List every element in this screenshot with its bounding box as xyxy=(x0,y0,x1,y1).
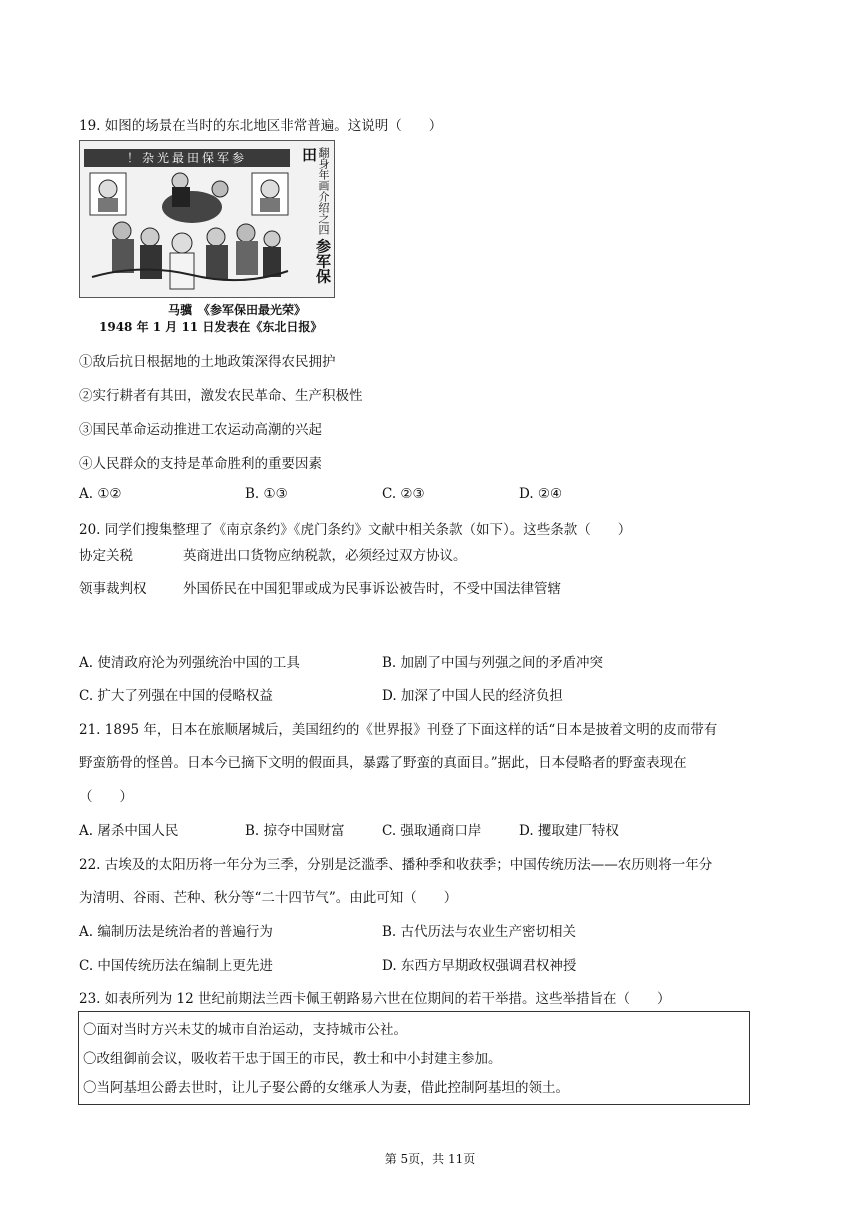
q23-item-3: 〇当阿基坦公爵去世时，让儿子娶公爵的女继承人为妻，借此控制阿基坦的领土。 xyxy=(83,1080,569,1096)
q19-statement-3: ③国民革命运动推进工农运动高潮的兴起 xyxy=(79,422,322,438)
q23-item-2: 〇改组御前会议，吸收若干忠于国王的市民，教士和中小封建主参加。 xyxy=(83,1051,502,1067)
q19-option-a[interactable]: A. ①② xyxy=(79,486,122,502)
poster-side-small: 翻身年画介绍之四 xyxy=(317,147,330,235)
poster-side-text xyxy=(294,147,330,287)
q21-option-b[interactable]: B. 掠夺中国财富 xyxy=(245,823,345,839)
q22-option-c[interactable]: C. 中国传统历法在编制上更先进 xyxy=(79,958,273,974)
q20-option-b[interactable]: B. 加剧了中国与列强之间的矛盾冲突 xyxy=(382,655,604,671)
table-term: 领事裁判权 xyxy=(79,581,147,597)
q21-option-a[interactable]: A. 屠杀中国人民 xyxy=(79,823,179,839)
q19-statement-1: ①敌后抗日根据地的土地政策深得农民拥护 xyxy=(79,354,336,370)
q22-option-a[interactable]: A. 编制历法是统治者的普遍行为 xyxy=(79,924,273,940)
q20-option-c[interactable]: C. 扩大了列强在中国的侵略权益 xyxy=(79,688,273,704)
q19-caption-1: 马骥 《参军保田最光荣》 xyxy=(168,303,307,317)
q23-measures-box xyxy=(78,1011,750,1105)
poster-illustration xyxy=(82,167,292,297)
q20-title: 20. 同学们搜集整理了《南京条约》《虎门条约》文献中相关条款（如下）。这些条款（ ） xyxy=(79,522,632,538)
q21-option-d[interactable]: D. 攫取建厂特权 xyxy=(519,823,619,839)
q21-options xyxy=(79,819,779,839)
q20-option-a[interactable]: A. 使清政府沦为列强统治中国的工具 xyxy=(79,655,300,671)
table-content: 英商进出口货物应纳税款，必须经过双方协议。 xyxy=(183,548,467,564)
q20-options-row1 xyxy=(79,651,779,671)
q22-option-d[interactable]: D. 东西方早期政权强调君权神授 xyxy=(382,958,577,974)
q19-title: 19. 如图的场景在当时的东北地区非常普遍。这说明（ ） xyxy=(79,118,443,134)
q19-option-b[interactable]: B. ①③ xyxy=(245,486,288,502)
q23-title: 23. 如表所列为 12 世纪前期法兰西卡佩王朝路易六世在位期间的若干举措。这些举措旨在（ ） xyxy=(79,991,671,1007)
q21-line-1: 21. 1895 年，日本在旅顺屠城后，美国纽约的《世界报》刊登了下面这样的话“日本是披着文明的皮而带有 xyxy=(79,722,718,738)
table-content: 外国侨民在中国犯罪或成为民事诉讼被告时，不受中国法律管辖 xyxy=(183,581,561,597)
q22-option-b[interactable]: B. 古代历法与农业生产密切相关 xyxy=(382,924,577,940)
q19-option-d[interactable]: D. ②④ xyxy=(519,486,563,502)
q20-option-d[interactable]: D. 加深了中国人民的经济负担 xyxy=(382,688,563,704)
q19-options xyxy=(79,486,779,506)
q19-caption-2: 1948 年 1 月 11 日发表在《东北日报》 xyxy=(99,320,323,334)
q19-statement-2: ②实行耕者有其田，激发农民革命、生产积极性 xyxy=(79,388,363,404)
q19-poster-image xyxy=(79,140,335,298)
q22-line-1: 22. 古埃及的太阳历将一年分为三季，分别是泛滥季、播种季和收获季；中国传统历法——农历则将一年分 xyxy=(79,857,713,873)
table-term: 协定关税 xyxy=(79,548,133,564)
q22-line-2: 为清明、谷雨、芒种、秋分等“二十四节气”。由此可知（ ） xyxy=(79,890,458,906)
q23-item-1: 〇面对当时方兴未艾的城市自治运动，支持城市公社。 xyxy=(83,1022,407,1038)
q19-statement-4: ④人民群众的支持是革命胜利的重要因素 xyxy=(79,456,322,472)
q20-options-row2 xyxy=(79,684,779,704)
q21-line-2: 野蛮筋骨的怪兽。日本今已摘下文明的假面具，暴露了野蛮的真面目。”据此，日本侵略者的野蛮表现在 xyxy=(79,755,687,771)
q21-line-3: （ ） xyxy=(79,789,133,805)
poster-banner: ！杂光最田保军参 xyxy=(84,149,290,167)
page-number-footer: 第 5页，共 11页 xyxy=(384,1152,476,1166)
q22-options-row1 xyxy=(79,920,779,940)
q19-option-c[interactable]: C. ②③ xyxy=(382,486,425,502)
poster-side-big: 参军保田 xyxy=(300,147,332,284)
q21-option-c[interactable]: C. 强取通商口岸 xyxy=(382,823,482,839)
q22-options-row2 xyxy=(79,954,779,974)
